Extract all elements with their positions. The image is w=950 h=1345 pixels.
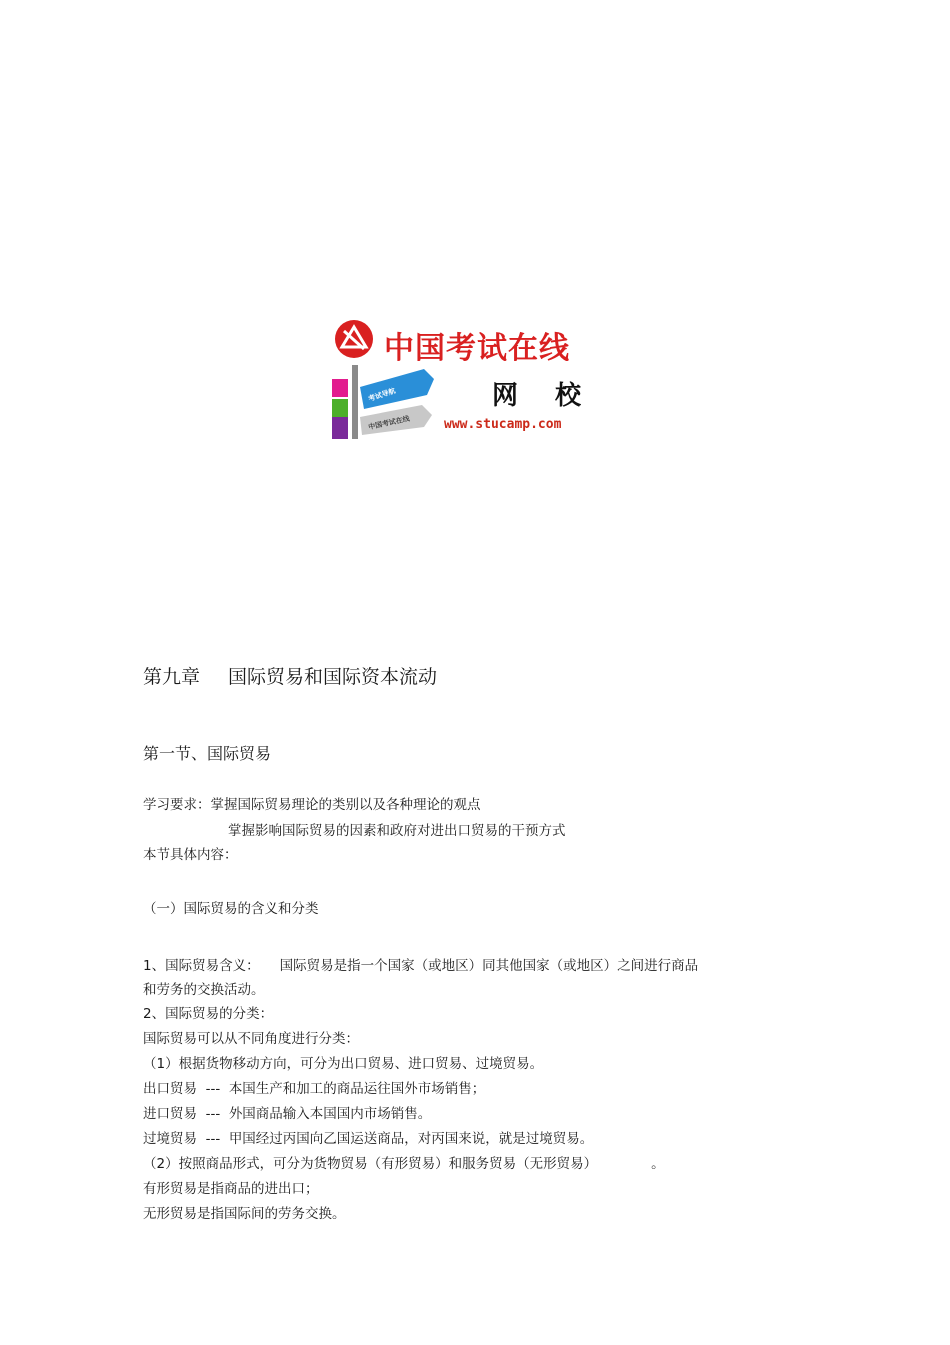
by-form-end: 。 bbox=[651, 1156, 665, 1172]
chapter-number: 第九章 bbox=[143, 666, 201, 688]
requirements-line-1 bbox=[143, 796, 481, 814]
definition-text: 国际贸易是指一个国家（或地区）同其他国家（或地区）之间进行商品 bbox=[279, 958, 699, 974]
classification-heading: 2、国际贸易的分类： bbox=[143, 1006, 274, 1022]
definition-label: 1、国际贸易含义： bbox=[143, 958, 260, 974]
export-trade-line bbox=[143, 1080, 485, 1098]
content-label: 本节具体内容： bbox=[143, 847, 238, 863]
transit-desc: 甲国经过丙国向乙国运送商品，对丙国来说，就是过境贸易。 bbox=[228, 1131, 594, 1147]
import-dash: --- bbox=[205, 1106, 221, 1122]
classification-by-form-line bbox=[143, 1155, 665, 1173]
import-desc: 外国商品输入本国国内市场销售。 bbox=[228, 1106, 432, 1122]
chapter-heading bbox=[143, 662, 437, 689]
export-dash: --- bbox=[205, 1081, 221, 1097]
logo-url: www.stucamp.com bbox=[444, 417, 562, 432]
logo-subtitle: 网 校 bbox=[492, 381, 596, 411]
import-trade-line bbox=[143, 1105, 431, 1123]
classification-by-form: （2）按照商品形式，可分为货物贸易（有形贸易）和服务贸易（无形贸易） bbox=[143, 1156, 598, 1172]
stucamp-logo bbox=[332, 317, 615, 439]
sign-label-top: 考试导航 bbox=[367, 386, 397, 404]
requirements-label: 学习要求： bbox=[143, 797, 211, 813]
definition-line-1 bbox=[143, 957, 698, 975]
signpost-pole bbox=[352, 365, 358, 439]
intangible-trade-line: 无形贸易是指国际间的劳务交换。 bbox=[143, 1206, 346, 1222]
sign-bar-green bbox=[332, 399, 348, 417]
sign-bar-magenta bbox=[332, 379, 348, 397]
subsection-heading: （一）国际贸易的含义和分类 bbox=[143, 901, 319, 917]
section-title: 第一节、国际贸易 bbox=[143, 744, 272, 763]
classification-intro: 国际贸易可以从不同角度进行分类： bbox=[143, 1031, 359, 1047]
chapter-title: 国际贸易和国际资本流动 bbox=[228, 666, 438, 688]
export-term: 出口贸易 bbox=[143, 1081, 197, 1097]
tangible-trade-line: 有形贸易是指商品的进出口； bbox=[143, 1181, 319, 1197]
requirement-item-2: 掌握影响国际贸易的因素和政府对进出口贸易的干预方式 bbox=[228, 823, 566, 839]
import-term: 进口贸易 bbox=[143, 1106, 197, 1122]
classification-by-direction: （1）根据货物移动方向，可分为出口贸易、进口贸易、过境贸易。 bbox=[143, 1056, 544, 1072]
logo-title: 中国考试在线 bbox=[384, 331, 570, 366]
transit-trade-line bbox=[143, 1130, 593, 1148]
sign-label-bottom: 中国考试在线 bbox=[367, 414, 411, 432]
transit-dash: --- bbox=[205, 1131, 221, 1147]
requirement-item-1: 掌握国际贸易理论的类别以及各种理论的观点 bbox=[210, 797, 481, 813]
definition-line-2: 和劳务的交换活动。 bbox=[143, 982, 265, 998]
sign-bar-purple bbox=[332, 417, 348, 439]
transit-term: 过境贸易 bbox=[143, 1131, 197, 1147]
export-desc: 本国生产和加工的商品运往国外市场销售； bbox=[228, 1081, 486, 1097]
